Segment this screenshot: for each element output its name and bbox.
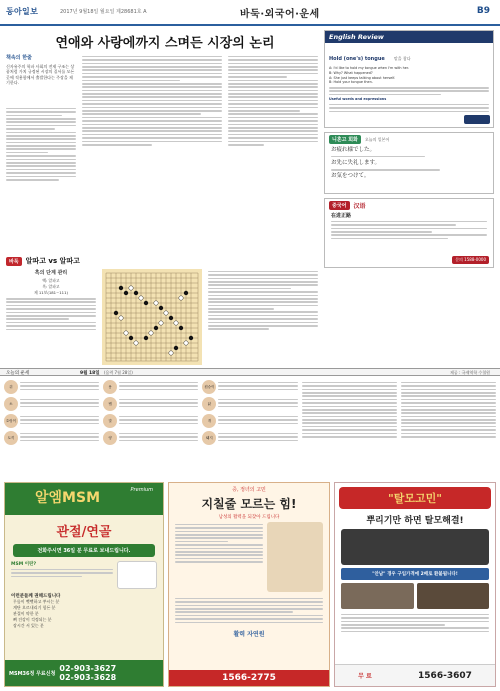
chinese-title: 汉语 <box>353 203 366 210</box>
ad-msm-list-item: 장시간 서 있는 분 <box>13 623 44 628</box>
ad-hair-image <box>341 529 489 565</box>
zodiac-icon: 쥐 <box>4 380 18 394</box>
baduk-title: 알파고 vs 알파고 <box>25 257 80 265</box>
chinese-ad: 문의 1588-0000 <box>452 256 489 264</box>
japanese-title: 니혼고 회화 <box>329 135 361 144</box>
dateline: 2017년 9월18일 월요일 제28681호 A <box>60 9 147 15</box>
ad-hair-before-image <box>341 583 414 609</box>
fortune-lunar: (음력 7월 28일) <box>104 370 133 375</box>
ad-msm-footer <box>5 660 163 686</box>
chinese-label: 중국어 <box>329 201 350 210</box>
english-review-box <box>324 30 494 128</box>
zodiac-icon: 닭 <box>202 397 216 411</box>
zodiac-icon: 원숭이 <box>202 380 216 394</box>
baduk-badge: 바둑 <box>6 257 22 266</box>
english-phrase: Hold (one's) tongue <box>329 56 385 62</box>
article-lead: 신자유주의 학파 사회의 전제 구조는 상품처럼 가치 규정된 시장의 질서를 모든 곳에 적용함에서 출발한다는 주장을 제기한다. <box>6 64 75 86</box>
baduk-section <box>6 256 320 362</box>
chinese-box <box>324 198 494 268</box>
ad-hair-promo: "안남" 경우 구입가격에 2배로 환불됩니다! <box>341 568 489 580</box>
english-line: B: Hold your tongue then. <box>329 80 373 85</box>
page-number: B9 <box>476 6 490 16</box>
english-review-title: English Review <box>325 31 493 43</box>
fortune-source: 제공 : 국제역학 수혈원 <box>450 370 490 375</box>
ad-energy[interactable] <box>168 482 330 687</box>
zodiac-icon: 용 <box>103 380 117 394</box>
ad-energy-top: 증, 정녀의 고민 <box>232 487 266 493</box>
ad-msm-list-item: 무릎이 뻣뻣하고 쑤시는 분 <box>13 599 60 604</box>
ad-energy-phone[interactable]: 1566-2775 <box>169 670 329 686</box>
english-line: B: Why? What happened? <box>329 70 373 75</box>
ad-hair-after-image <box>417 583 490 609</box>
section-title: 바둑·외국어·운세 <box>240 9 320 20</box>
ad-energy-product-image <box>267 522 323 592</box>
ad-msm-list-item: 뼈 건강이 걱정되는 분 <box>13 617 52 622</box>
ad-msm-list-item: 계단 오르내리기 힘든 분 <box>13 605 56 610</box>
ad-msm-offer: 전화주시면 36일 분 무료로 보내드립니다. <box>13 544 155 557</box>
ad-hair[interactable] <box>334 482 496 687</box>
ad-hair-top: "탈모고민" <box>339 487 491 509</box>
article-column-3 <box>228 54 318 254</box>
fortune-grid <box>4 380 496 470</box>
ad-msm-product-image <box>117 561 157 589</box>
article-headline: 연애와 사랑에까지 스며든 시장의 논리 <box>55 36 275 51</box>
zodiac-icon: 뱀 <box>103 397 117 411</box>
zodiac-icon: 양 <box>103 431 117 445</box>
go-board <box>102 269 202 365</box>
article-column-2 <box>82 54 222 254</box>
ad-hair-headline: 뿌리기만 하면 탈모해결! <box>366 516 464 526</box>
english-line: A: She just keeps talking about herself. <box>329 75 396 80</box>
ad-msm-tagline: 관절/연골 <box>56 525 112 540</box>
newspaper-logo: 동아일보 <box>6 7 39 16</box>
ad-msm-phone1[interactable]: 02-903-3627 <box>59 664 117 673</box>
zodiac-icon: 소 <box>4 397 18 411</box>
japanese-line: お疲れ様でした。 <box>331 147 376 153</box>
fortune-title: 오늘의 운세 <box>6 371 30 376</box>
ad-msm-phone2[interactable]: 02-903-3628 <box>59 673 117 682</box>
zodiac-icon: 호랑이 <box>4 414 18 428</box>
english-footer: Useful words and expressions <box>329 97 387 102</box>
fortune-date: 9월 18일 <box>80 371 100 376</box>
baduk-move-range: 제 11보(181~111) <box>33 290 68 295</box>
zodiac-icon: 개 <box>202 414 216 428</box>
ad-msm-what: MSM 이란? <box>11 562 37 567</box>
zodiac-icon: 토끼 <box>4 431 18 445</box>
ad-hair-free: 무 료 <box>358 673 372 680</box>
page-header <box>0 0 500 26</box>
baduk-subtitle: 흑의 단계 관리 <box>34 270 68 276</box>
ad-msm-brand: 알엠MSM <box>35 490 100 506</box>
ad-hair-phone[interactable]: 1566-3607 <box>418 670 472 681</box>
zodiac-icon: 돼지 <box>202 431 216 445</box>
english-ad-badge <box>464 115 490 124</box>
english-line: A: I'd like to hold my tongue when I'm with her. <box>329 66 410 70</box>
japanese-line: お気をつけて。 <box>331 173 370 180</box>
fortune-header <box>0 368 500 376</box>
ad-msm-list-item: 관절이 약한 분 <box>13 611 39 616</box>
ad-msm-list-title: 이런분들께 권해드립니다 <box>11 594 61 599</box>
column-title: 책속의 한줄 <box>6 55 32 61</box>
ad-hair-footer <box>335 664 495 686</box>
ad-msm-phone-label: MSM36정 무료신청 <box>9 670 56 677</box>
ad-msm-banner <box>5 483 163 515</box>
ad-energy-headline: 지칠줄 모르는 힘! <box>201 497 297 511</box>
zodiac-icon: 말 <box>103 414 117 428</box>
english-phrase-note: 말을 참다 <box>393 56 411 61</box>
japanese-box <box>324 132 494 194</box>
ad-msm-premium: Premium <box>130 487 153 493</box>
chinese-sub: 在进正路 <box>331 213 352 219</box>
article-column-1 <box>6 54 76 254</box>
ad-energy-product: 활력 자연원 <box>233 630 265 638</box>
baduk-black: 흑: 알파고 <box>42 284 60 289</box>
japanese-line: お先に失礼します。 <box>331 160 381 167</box>
ad-msm[interactable] <box>4 482 164 687</box>
baduk-white: 백: 알파고 <box>42 278 60 283</box>
japanese-sub: 오늘의 일본어 <box>364 136 390 142</box>
ad-energy-sub: 남성의 활력을 되찾아 드립니다 <box>218 515 280 520</box>
